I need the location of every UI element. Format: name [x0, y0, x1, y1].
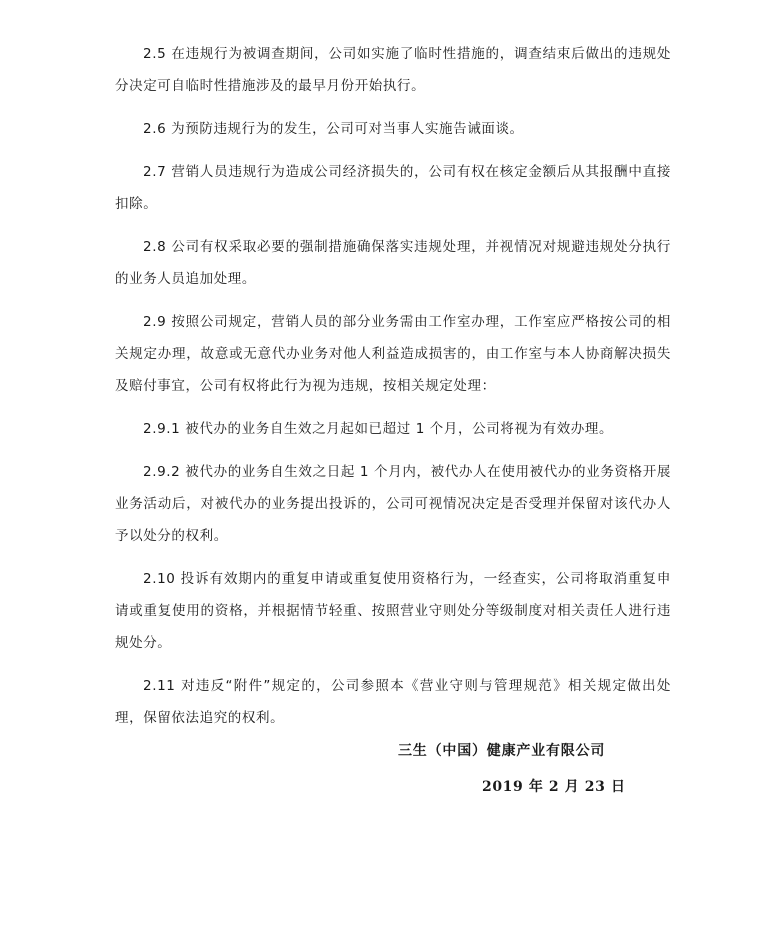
clause-2-9: 2.9 按照公司规定，营销人员的部分业务需由工作室办理，工作室应严格按公司的相关规定办理，故意或无意代办业务对他人利益造成损害的，由工作室与本人协商解决损失及赔付事宜，公司有权将此行为视为违规，按相关规定处理： — [115, 314, 671, 394]
clause-2-6: 2.6 为预防违规行为的发生，公司可对当事人实施告诫面谈。 — [143, 121, 524, 137]
clause-2-9-1: 2.9.1 被代办的业务自生效之月起如已超过 1 个月，公司将视为有效办理。 — [143, 421, 614, 437]
clause-2-7: 2.7 营销人员违规行为造成公司经济损失的，公司有权在核定金额后从其报酬中直接扣除。 — [115, 164, 671, 212]
clause-2-11: 2.11 对违反“附件”规定的，公司参照本《营业守则与管理规范》相关规定做出处理，保留依法追究的权利。 — [115, 678, 671, 726]
document-body — [115, 38, 671, 745]
signature-company: 三生（中国）健康产业有限公司 — [398, 743, 606, 759]
clause-2-8: 2.8 公司有权采取必要的强制措施确保落实违规处理，并视情况对规避违规处分执行的业务人员追加处理。 — [115, 239, 671, 287]
signature-date: 2019 年 2 月 23 日 — [482, 779, 626, 795]
clause-2-5: 2.5 在违规行为被调查期间，公司如实施了临时性措施的，调查结束后做出的违规处分决定可自临时性措施涉及的最早月份开始执行。 — [115, 46, 671, 94]
clause-2-9-2: 2.9.2 被代办的业务自生效之日起 1 个月内，被代办人在使用被代办的业务资格开展业务活动后，对被代办的业务提出投诉的，公司可视情况决定是否受理并保留对该代办人予以处分的权利。 — [115, 464, 671, 544]
clause-2-10: 2.10 投诉有效期内的重复申请或重复使用资格行为，一经查实，公司将取消重复申请或重复使用的资格，并根据情节轻重、按照营业守则处分等级制度对相关责任人进行违规处分。 — [115, 571, 671, 651]
